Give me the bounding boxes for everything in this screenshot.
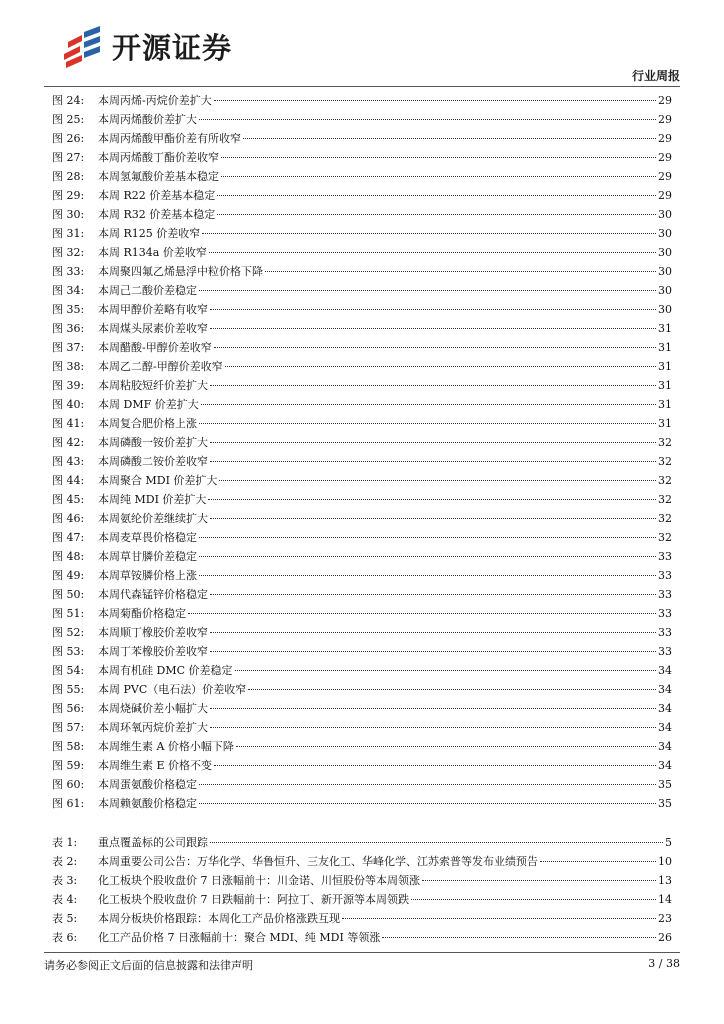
figure-entry[interactable] [52,661,672,680]
figure-entry-title: 本周聚合 MDI 价差扩大 [98,474,218,487]
figure-entry-leader-dots [199,803,656,804]
table-entry[interactable] [52,833,672,852]
figure-entry-leader-dots [214,765,656,766]
figure-entry-title: 本周复合肥价格上涨 [98,417,197,430]
figure-entry-page: 31 [658,417,672,430]
figure-entry[interactable] [52,262,672,281]
figure-entry-number: 图 50: [52,588,85,601]
figure-entry-leader-dots [199,575,656,576]
figure-entry-title: 本周煤头尿素价差收窄 [98,322,208,335]
page-number: 3 / 38 [648,957,680,970]
figure-entry-title: 本周氢氟酸价差基本稳定 [98,170,219,183]
figure-entry[interactable] [52,148,672,167]
figure-entry-title: 本周己二酸价差稳定 [98,284,197,297]
figure-entry[interactable] [52,129,672,148]
figure-entry-number: 图 58: [52,740,85,753]
table-entry[interactable] [52,909,672,928]
figure-entry-number: 图 34: [52,284,85,297]
figure-entry-title: 本周丁苯橡胶价差收窄 [98,645,208,658]
figure-entry-leader-dots [219,480,656,481]
table-entry-page: 5 [665,836,672,849]
figure-entry-page: 33 [658,607,672,620]
figure-entry-title: 本周丙烯酸丁酯价差收窄 [98,151,219,164]
figure-entry-title: 本周草甘膦价差稳定 [98,550,197,563]
figure-entry[interactable] [52,471,672,490]
figure-entry-page: 33 [658,645,672,658]
figure-entry-number: 图 53: [52,645,85,658]
table-entry-title: 本周重要公司公告：万华化学、华鲁恒升、三友化工、华峰化学、江苏索普等发布业绩预告 [98,855,538,868]
figure-entry[interactable] [52,585,672,604]
figure-entry-title: 本周磷酸一铵价差扩大 [98,436,208,449]
figure-entry-page: 35 [658,778,672,791]
figure-entry-number: 图 33: [52,265,85,278]
figure-entry-leader-dots [210,594,656,595]
footer-divider [44,952,680,953]
table-entry-page: 13 [658,874,672,887]
figure-entry-number: 图 44: [52,474,85,487]
figure-entry-title: 本周 R125 价差收窄 [98,227,201,240]
figure-entry-page: 29 [658,170,672,183]
figure-entry-leader-dots [221,157,656,158]
figure-entry-leader-dots [225,366,656,367]
figure-entry-page: 31 [658,341,672,354]
figure-entry-title: 本周磷酸二铵价差收窄 [98,455,208,468]
figure-entry[interactable] [52,376,672,395]
figure-entry-page: 30 [658,284,672,297]
figure-entry-number: 图 55: [52,683,85,696]
figure-entry[interactable] [52,357,672,376]
table-entry[interactable] [52,928,672,947]
table-entry-leader-dots [342,918,656,919]
figure-entry-number: 图 35: [52,303,85,316]
figure-entry-leader-dots [210,727,656,728]
figure-entry-title: 本周甲醇价差略有收窄 [98,303,208,316]
figure-entry-leader-dots [265,271,656,272]
figure-entry-page: 35 [658,797,672,810]
figure-entry[interactable] [52,566,672,585]
figure-entry-page: 29 [658,151,672,164]
figure-entry[interactable] [52,205,672,224]
figure-entry[interactable] [52,224,672,243]
figure-entry-number: 图 39: [52,379,85,392]
figure-entry-page: 32 [658,474,672,487]
figure-entry-page: 29 [658,189,672,202]
figure-entry-leader-dots [210,651,656,652]
figure-entry-page: 30 [658,246,672,259]
figure-entry-number: 图 40: [52,398,85,411]
figure-entry-leader-dots [210,632,656,633]
figure-entry-leader-dots [217,214,656,215]
figure-entry-title: 本周赖氨酸价格稳定 [98,797,197,810]
figure-entry-number: 图 43: [52,455,85,468]
figure-entry[interactable] [52,167,672,186]
figure-entry-number: 图 24: [52,94,85,107]
figure-entry-number: 图 25: [52,113,85,126]
figure-entry-title: 本周代森锰锌价格稳定 [98,588,208,601]
figure-entry-number: 图 26: [52,132,85,145]
figure-entry[interactable] [52,319,672,338]
figure-entry-page: 29 [658,113,672,126]
figure-entry-title: 本周聚四氟乙烯悬浮中粒价格下降 [98,265,263,278]
figure-entry-title: 本周粘胶短纤价差扩大 [98,379,208,392]
figure-entry-number: 图 46: [52,512,85,525]
figure-entry[interactable] [52,91,672,110]
table-entry-leader-dots [210,842,663,843]
figure-entry-title: 本周菊酯价格稳定 [98,607,186,620]
figure-entry[interactable] [52,281,672,300]
figure-entry-title: 本周顺丁橡胶价差收窄 [98,626,208,639]
figure-entry-page: 34 [658,702,672,715]
figure-entry[interactable] [52,718,672,737]
table-entry-number: 表 3: [52,874,78,887]
table-entry-page: 14 [658,893,672,906]
table-entry-leader-dots [382,937,656,938]
figure-entry[interactable] [52,509,672,528]
figure-entry-title: 本周蛋氨酸价格稳定 [98,778,197,791]
figure-entry-page: 31 [658,379,672,392]
figure-entry-number: 图 56: [52,702,85,715]
figure-entry-leader-dots [210,461,656,462]
figure-entry-page: 32 [658,493,672,506]
figure-entry-page: 29 [658,132,672,145]
figure-entry-number: 图 29: [52,189,85,202]
figure-entry-leader-dots [199,290,656,291]
figure-entry-title: 本周 DMF 价差扩大 [98,398,199,411]
figure-entry-page: 31 [658,322,672,335]
figure-entry-page: 34 [658,683,672,696]
table-entry-title: 化工产品价格 7 日涨幅前十：聚合 MDI、纯 MDI 等领涨 [98,931,381,944]
figure-entry[interactable] [52,604,672,623]
figure-entry-number: 图 45: [52,493,85,506]
figure-entry-leader-dots [210,309,656,310]
figure-entry-page: 34 [658,664,672,677]
figure-entry-leader-dots [209,252,656,253]
table-entry-title: 化工板块个股收盘价 7 日涨幅前十：川金诺、川恒股份等本周领涨 [98,874,420,887]
figure-entry-page: 30 [658,208,672,221]
figure-entry[interactable] [52,433,672,452]
figure-entry-number: 图 37: [52,341,85,354]
figure-entry[interactable] [52,699,672,718]
table-entry-number: 表 4: [52,893,78,906]
figure-entry-leader-dots [210,328,656,329]
figure-entry[interactable] [52,642,672,661]
figure-entry-number: 图 59: [52,759,85,772]
figure-entry-title: 本周有机硅 DMC 价差稳定 [98,664,233,677]
figure-entry-page: 30 [658,303,672,316]
figure-entry-number: 图 54: [52,664,85,677]
figure-entry-title: 本周丙烯酸甲酯价差有所收窄 [98,132,241,145]
figure-entry-leader-dots [199,537,656,538]
table-entry-number: 表 2: [52,855,78,868]
figure-entry-title: 本周 R32 价差基本稳定 [98,208,216,221]
table-entry-leader-dots [540,861,656,862]
figure-entry-leader-dots [248,689,656,690]
table-entry-page: 10 [658,855,672,868]
figure-entry[interactable] [52,528,672,547]
figure-entry-number: 图 61: [52,797,85,810]
figure-entry-title: 本周丙烯酸价差扩大 [98,113,197,126]
report-type-label: 行业周报 [631,69,680,83]
figure-entry[interactable] [52,623,672,642]
figure-entry-leader-dots [201,404,656,405]
figure-entry-number: 图 31: [52,227,85,240]
figure-entry-title: 本周乙二醇-甲醇价差收窄 [98,360,223,373]
figure-index-list [52,91,672,813]
figure-entry-page: 34 [658,721,672,734]
table-entry-page: 23 [658,912,672,925]
figure-entry-title: 本周草铵膦价格上涨 [98,569,197,582]
figure-entry-leader-dots [217,195,656,196]
company-logo [60,24,232,68]
figure-entry-leader-dots [243,138,656,139]
logo-mark-icon [60,24,104,68]
figure-entry-title: 本周麦草畏价格稳定 [98,531,197,544]
figure-entry-title: 本周维生素 A 价格小幅下降 [98,740,234,753]
figure-entry-page: 34 [658,759,672,772]
table-entry-page: 26 [658,931,672,944]
figure-entry-leader-dots [210,518,656,519]
table-entry-title: 重点覆盖标的公司跟踪 [98,836,208,849]
figure-entry-page: 29 [658,94,672,107]
table-entry[interactable] [52,871,672,890]
page-header [0,0,724,92]
figure-entry-leader-dots [210,385,656,386]
header-divider [44,86,680,87]
figure-entry-page: 33 [658,626,672,639]
figure-entry[interactable] [52,186,672,205]
figure-entry[interactable] [52,756,672,775]
figure-entry-number: 图 32: [52,246,85,259]
figure-entry-leader-dots [214,347,656,348]
figure-entry[interactable] [52,737,672,756]
figure-entry-title: 本周维生素 E 价格不变 [98,759,213,772]
figure-entry[interactable] [52,490,672,509]
table-entry[interactable] [52,890,672,909]
figure-entry[interactable] [52,395,672,414]
figure-entry-leader-dots [214,100,656,101]
figure-entry-number: 图 41: [52,417,85,430]
figure-entry-page: 31 [658,360,672,373]
figure-entry-page: 30 [658,265,672,278]
table-entry-number: 表 6: [52,931,78,944]
figure-entry-number: 图 57: [52,721,85,734]
figure-entry-page: 33 [658,550,672,563]
figure-entry-number: 图 36: [52,322,85,335]
figure-entry-leader-dots [199,119,656,120]
figure-entry-number: 图 42: [52,436,85,449]
table-entry-leader-dots [422,880,656,881]
figure-entry-title: 本周醋酸-甲醇价差收窄 [98,341,212,354]
figure-entry-page: 32 [658,531,672,544]
figure-entry-page: 32 [658,512,672,525]
figure-entry-title: 本周氨纶价差继续扩大 [98,512,208,525]
figure-entry-page: 33 [658,569,672,582]
figure-entry[interactable] [52,547,672,566]
figure-entry-leader-dots [199,556,656,557]
figure-entry-page: 31 [658,398,672,411]
table-entry-number: 表 5: [52,912,78,925]
figure-entry-number: 图 60: [52,778,85,791]
figure-entry-leader-dots [188,613,656,614]
figure-entry-title: 本周 R22 价差基本稳定 [98,189,216,202]
figure-entry[interactable] [52,680,672,699]
figure-entry-title: 本周纯 MDI 价差扩大 [98,493,207,506]
table-entry-title: 本周分板块价格跟踪：本周化工产品价格涨跌互现 [98,912,340,925]
figure-entry-title: 本周环氧丙烷价差扩大 [98,721,208,734]
figure-entry[interactable] [52,775,672,794]
figure-entry-leader-dots [210,442,656,443]
figure-entry-leader-dots [208,499,656,500]
table-entry-title: 化工板块个股收盘价 7 日跌幅前十：阿拉丁、新开源等本周领跌 [98,893,409,906]
figure-entry-title: 本周 R134a 价差收窄 [98,246,207,259]
figure-entry-title: 本周烧碱价差小幅扩大 [98,702,208,715]
figure-entry-number: 图 47: [52,531,85,544]
figure-entry-number: 图 30: [52,208,85,221]
table-entry[interactable] [52,852,672,871]
figure-entry-leader-dots [236,746,656,747]
table-index-list [52,833,672,947]
figure-entry[interactable] [52,243,672,262]
figure-entry-leader-dots [210,708,656,709]
figure-entry-number: 图 27: [52,151,85,164]
figure-entry[interactable] [52,414,672,433]
footer-disclaimer: 请务必参阅正文后面的信息披露和法律声明 [44,959,253,972]
figure-entry-title: 本周丙烯-丙烷价差扩大 [98,94,212,107]
figure-entry-number: 图 49: [52,569,85,582]
brand-name: 开源证券 [112,30,233,65]
figure-entry[interactable] [52,110,672,129]
figure-entry-leader-dots [202,233,656,234]
figure-entry[interactable] [52,338,672,357]
figure-entry-page: 33 [658,588,672,601]
figure-entry-number: 图 52: [52,626,85,639]
figure-entry-leader-dots [221,176,656,177]
figure-entry-title: 本周 PVC（电石法）价差收窄 [98,683,247,696]
figure-entry-number: 图 28: [52,170,85,183]
figure-entry-page: 32 [658,455,672,468]
figure-entry-number: 图 48: [52,550,85,563]
figure-entry-leader-dots [235,670,657,671]
figure-entry-number: 图 38: [52,360,85,373]
figure-entry-page: 34 [658,740,672,753]
table-entry-leader-dots [411,899,656,900]
figure-entry-page: 30 [658,227,672,240]
figure-entry-number: 图 51: [52,607,85,620]
table-entry-number: 表 1: [52,836,78,849]
figure-entry-leader-dots [199,784,656,785]
figure-entry[interactable] [52,452,672,471]
figure-entry[interactable] [52,300,672,319]
figure-entry-leader-dots [199,423,656,424]
figure-entry[interactable] [52,794,672,813]
figure-entry-page: 32 [658,436,672,449]
